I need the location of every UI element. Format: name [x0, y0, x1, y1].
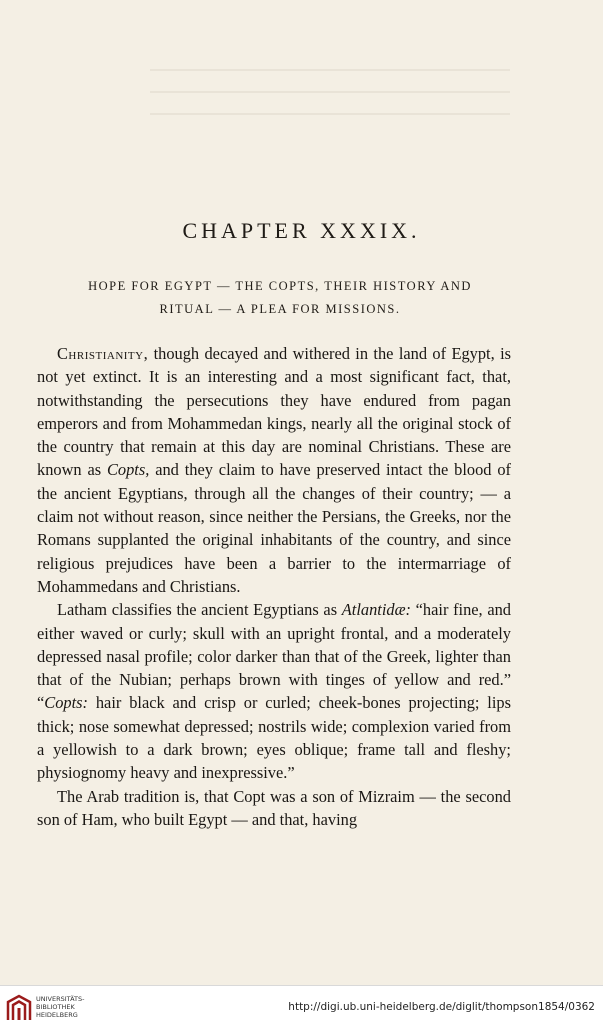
library-name-line-1: UNIVERSITÄTS-: [36, 995, 85, 1003]
library-name: [36, 995, 85, 1019]
chapter-subtitle-line-2: RITUAL — A PLEA FOR MISSIONS.: [159, 302, 401, 316]
paragraph-1-emphasis: Copts,: [106, 460, 150, 480]
library-logo-icon: [6, 994, 32, 1022]
paragraph-1-text-b: and they claim to have preserved intact the blood of the ancient Egyptians, through all the changes of their country; — a claim not without reason, since neither the Persians, the Greeks, nor the Romans supplanted the original inhabitants of the country, and since religious prejudices have been a barrier to the intermarriage of Mohammedans and Christians.: [37, 460, 511, 596]
show-through-bleed: [150, 55, 510, 115]
paragraph-2-text-b: “hair fine, and either waved or curly; skull with an upright frontal, and a moderately depressed nasal profile; color darker than that of the Greek, lighter than that of the Nubian; perhaps brown with tinges of yellow and red.” “: [37, 600, 511, 713]
paragraph-2-text-c: hair black and crisp or curled; cheek-bones projecting; lips thick; nose somewhat depressed; nostrils wide; complexion varied from a yellowish to a dark brown; eyes oblique; frame tall and fleshy; physiognomy heavy and inexpressive.”: [37, 693, 511, 783]
library-name-line-3: HEIDELBERG: [36, 1011, 78, 1019]
chapter-heading: CHAPTER XXXIX.: [182, 218, 421, 243]
source-url-link[interactable]: http://digi.ub.uni-heidelberg.de/diglit/thompson1854/0362: [288, 1001, 595, 1013]
drop-lead-word: Christianity,: [57, 344, 149, 363]
paragraph-2-emphasis-2: Copts:: [44, 693, 88, 713]
library-name-line-2: BIBLIOTHEK: [36, 1003, 75, 1011]
viewer-footer: [0, 985, 603, 1031]
paragraph-2: [37, 598, 511, 784]
paragraph-1-text-a: though decayed and withered in the land of Egypt, is not yet extinct. It is an interesting and a most significant fact, that, notwithstanding the persecutions they have endured from pagan emperors and from Mohammedan kings, nearly all the original stock of the country that remain at this day are nominal Christians. These are known as: [37, 344, 511, 480]
body-text: [37, 342, 511, 831]
paragraph-1: [37, 342, 511, 598]
paragraph-2-text-a: Latham classifies the ancient Egyptians as: [57, 600, 342, 620]
paragraph-3: The Arab tradition is, that Copt was a son of Mizraim — the second son of Ham, who built Egypt — and that, having: [37, 786, 511, 829]
paragraph-2-emphasis-1: Atlantidæ:: [341, 600, 411, 620]
chapter-subtitle-line-1: HOPE FOR EGYPT — THE COPTS, THEIR HISTORY AND: [88, 279, 472, 293]
